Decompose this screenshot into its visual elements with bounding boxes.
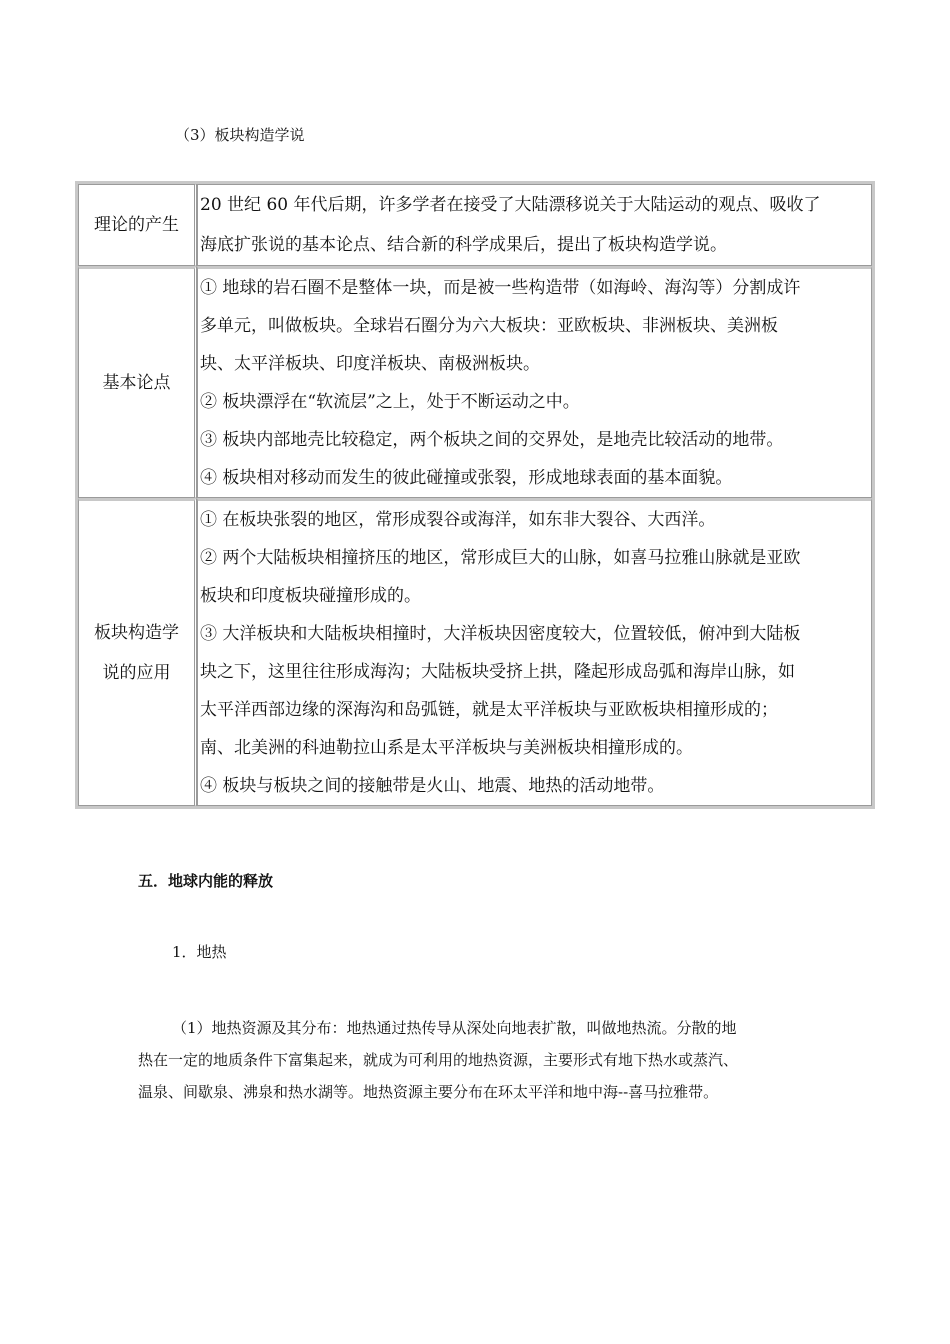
row-label-applications <box>78 498 197 806</box>
row-label-line: 说的应用 <box>102 663 171 683</box>
subsection-heading-plate-tectonics: （3）板块构造学说 <box>175 126 305 144</box>
content-line: 20 世纪 60 年代后期，许多学者在接受了大陆漂移说关于大陆运动的观点、吸收了 <box>200 195 821 215</box>
row-label-line: 板块构造学 <box>94 623 179 643</box>
content-line: ③ 大洋板块和大陆板块相撞时，大洋板块因密度较大，位置较低，俯冲到大陆板 <box>200 624 801 644</box>
section-title-internal-energy: 五．地球内能的释放 <box>138 872 274 890</box>
content-line: ② 板块漂浮在“软流层”之上，处于不断运动之中。 <box>200 392 580 412</box>
row-label-basic-points: 基本论点 <box>78 266 197 498</box>
geothermal-paragraph <box>138 1012 818 1108</box>
content-line: 板块和印度板块碰撞形成的。 <box>200 586 421 606</box>
content-line: 多单元，叫做板块。全球岩石圈分为六大板块：亚欧板块、非洲板块、美洲板 <box>200 316 778 336</box>
content-line: 太平洋西部边缘的深海沟和岛弧链，就是太平洋板块与亚欧板块相撞形成的； <box>200 700 778 720</box>
sub-title-geothermal: 1．地热 <box>172 943 227 961</box>
paragraph-line: 温泉、间歇泉、沸泉和热水湖等。地热资源主要分布在环太平洋和地中海--喜马拉雅带。 <box>138 1083 719 1101</box>
content-line: ② 两个大陆板块相撞挤压的地区，常形成巨大的山脉，如喜马拉雅山脉就是亚欧 <box>200 548 801 568</box>
table-row <box>78 184 872 266</box>
table-row <box>78 266 872 498</box>
content-line: ④ 板块与板块之间的接触带是火山、地震、地热的活动地带。 <box>200 776 665 796</box>
plate-tectonics-table <box>75 181 875 809</box>
row-content-basic-points <box>197 266 872 498</box>
row-content-origin <box>197 184 872 266</box>
content-line: 海底扩张说的基本论点、结合新的科学成果后，提出了板块构造学说。 <box>200 235 727 255</box>
content-line: 南、北美洲的科迪勒拉山系是太平洋板块与美洲板块相撞形成的。 <box>200 738 693 758</box>
content-line: 块之下，这里往往形成海沟；大陆板块受挤上拱，隆起形成岛弧和海岸山脉，如 <box>200 662 795 682</box>
row-content-applications <box>197 498 872 806</box>
paragraph-line: 热在一定的地质条件下富集起来，就成为可利用的地热资源，主要形式有地下热水或蒸汽、 <box>138 1051 739 1069</box>
content-line: ① 在板块张裂的地区，常形成裂谷或海洋，如东非大裂谷、大西洋。 <box>200 510 716 530</box>
content-line: ③ 板块内部地壳比较稳定，两个板块之间的交界处，是地壳比较活动的地带。 <box>200 430 784 450</box>
content-line: 块、太平洋板块、印度洋板块、南极洲板块。 <box>200 354 540 374</box>
row-label-origin: 理论的产生 <box>78 184 197 266</box>
table-row <box>78 498 872 806</box>
content-line: ① 地球的岩石圈不是整体一块，而是被一些构造带（如海岭、海沟等）分割成许 <box>200 278 801 298</box>
paragraph-line: （1）地热资源及其分布：地热通过热传导从深处向地表扩散，叫做地热流。分散的地 <box>172 1019 737 1037</box>
content-line: ④ 板块相对移动而发生的彼此碰撞或张裂，形成地球表面的基本面貌。 <box>200 468 733 488</box>
